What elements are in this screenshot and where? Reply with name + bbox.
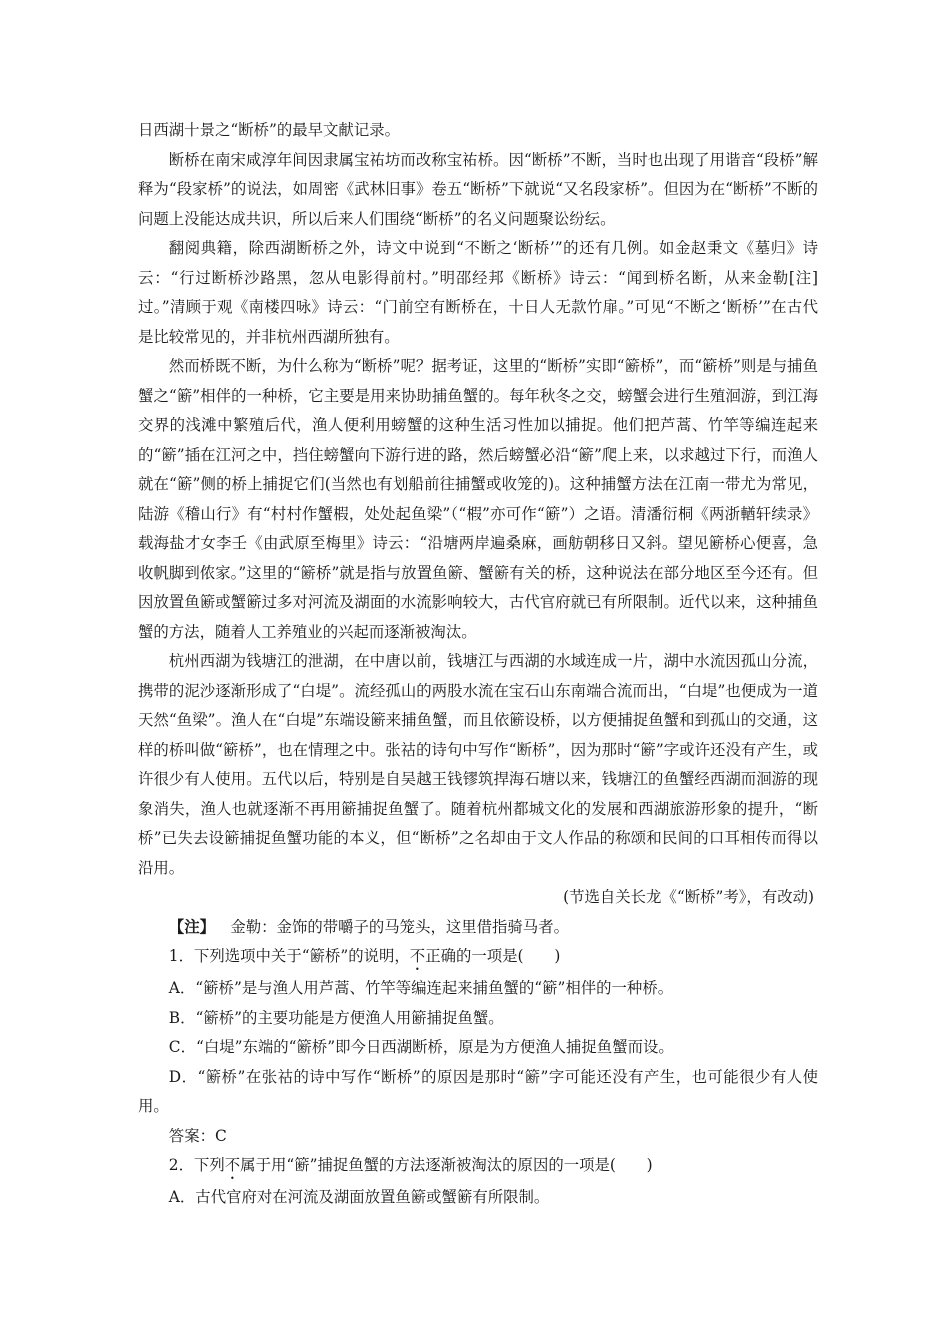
footnote	[138, 913, 818, 943]
question-stem-after: 属于用“簖”捕捉鱼蟹的方法逐渐被淘汰的原因的一项是( )	[240, 1156, 653, 1174]
question-stem-before: 2．下列	[168, 1156, 225, 1174]
paragraph: 翻阅典籍，除西湖断桥之外，诗文中说到“不断之‘断桥’”的还有几例。如金赵秉文《墓归》诗云：“行过断桥沙路黑，忽从电影得前村。”明邵经邦《断桥》诗云：“闻到桥名断，从来金勒[注]过。”清顾于观《南楼四咏》诗云：“门前空有断桥在，十日人无款竹扉。”可见“不断之‘断桥’”在古代是比较常见的，并非杭州西湖所独有。	[138, 239, 818, 346]
document-page	[138, 116, 818, 1213]
answer-option: B．“簖桥”的主要功能是方便渔人用簖捕捉鱼蟹。	[168, 1008, 504, 1027]
answer-option: A．“簖桥”是与渔人用芦蒿、竹竿等编连起来捕鱼蟹的“簖”相伴的一种桥。	[168, 979, 674, 997]
question-stem	[138, 942, 818, 974]
paragraph: 断桥在南宋咸淳年间因隶属宝祐坊而改称宝祐桥。因“断桥”不断，当时也出现了用谐音“段桥”解释为“段家桥”的说法，如周密《武林旧事》卷五“断桥”下就说“又名段家桥”。但因为在“断桥”不断的问题上没能达成共识，所以后来人们围绕“断桥”的名义问题聚讼纷纭。	[138, 150, 818, 228]
paragraph: 然而桥既不断，为什么称为“断桥”呢？据考证，这里的“断桥”实即“簖桥”，而“簖桥”则是与捕鱼蟹之“簖”相伴的一种桥，它主要是用来协助捕鱼蟹的。每年秋冬之交，螃蟹会进行生殖洄游，到江海交界的浅滩中繁殖后代，渔人便利用螃蟹的这种生活习性加以捕捉。他们把芦蒿、竹竿等编连起来的“簖”插在江河之中，挡住螃蟹向下游行进的路，然后螃蟹必沿“簖”爬上来，以求越过下行，而渔人就在“簖”侧的桥上捕捉它们(当然也有划船前往捕蟹或收笼的)。这种捕蟹方法在江南一带尤为常见，陆游《稽山行》有“村村作蟹椵，处处起鱼梁”（“椵”亦可作“簖”）之语。清潘衍桐《两浙輶轩续录》载海盐才女李壬《由武原至梅里》诗云：“沿塘两岸遍桑麻，画舫朝移日又斜。望见簖桥心便喜，急收帆脚到侬家。”这里的“簖桥”就是指与放置鱼簖、蟹簖有关的桥，这种说法在部分地区至今还有。但因放置鱼簖或蟹簖过多对河流及湖面的水流影响较大，古代官府就已有所限制。近代以来，这种捕鱼蟹的方法，随着人工养殖业的兴起而逐渐被淘汰。	[138, 357, 818, 641]
article-source: (节选自关长龙《“断桥”考》，有改动)	[563, 888, 814, 906]
answer-option: A．古代官府对在河流及湖面放置鱼簖或蟹簖有所限制。	[168, 1188, 550, 1206]
answer-key: 答案：C	[168, 1126, 227, 1145]
paragraph-continuation: 日西湖十景之“断桥”的最早文献记录。	[138, 121, 400, 139]
question-emphasis: 不	[224, 1156, 241, 1174]
answer-option: C．“白堤”东端的“簖桥”即今日西湖断桥，原是为方便渔人捕捉鱼蟹而设。	[168, 1038, 674, 1056]
footnote-text: 金勒：金饰的带嚼子的马笼头，这里借指骑马者。	[230, 917, 569, 936]
paragraph: 杭州西湖为钱塘江的泄湖，在中唐以前，钱塘江与西湖的水域连成一片，湖中水流因孤山分流，携带的泥沙逐渐形成了“白堤”。流经孤山的两股水流在宝石山东南端合流而出，“白堤”也便成为一道天然“鱼梁”。渔人在“白堤”东端设簖来捕鱼蟹，而且依簖设桥，以方便捕捉鱼蟹和到孤山的交通，这样的桥叫做“簖桥”，也在情理之中。张祜的诗句中写作“断桥”，因为那时“簖”字或许还没有产生，或许很少有人使用。五代以后，特别是自吴越王钱镠筑捍海石塘以来，钱塘江的鱼蟹经西湖而洄游的现象消失，渔人也就逐渐不再用簖捕捉鱼蟹了。随着杭州都城文化的发展和西湖旅游形象的提升，“断桥”已失去设簖捕捉鱼蟹功能的本义，但“断桥”之名却由于文人作品的称颂和民间的口耳相传而得以沿用。	[138, 652, 818, 877]
question-stem-before: 1．下列选项中关于“簖桥”的说明，	[168, 947, 410, 965]
answer-option: D．“簖桥”在张祜的诗中写作“断桥”的原因是那时“簖”字可能还没有产生，也可能很少有人使用。	[138, 1067, 818, 1115]
footnote-tag: 【注】	[168, 917, 215, 936]
question-emphasis: 不	[409, 947, 426, 965]
question-stem	[138, 1151, 818, 1183]
question-stem-after: 正确的一项是( )	[425, 947, 561, 965]
